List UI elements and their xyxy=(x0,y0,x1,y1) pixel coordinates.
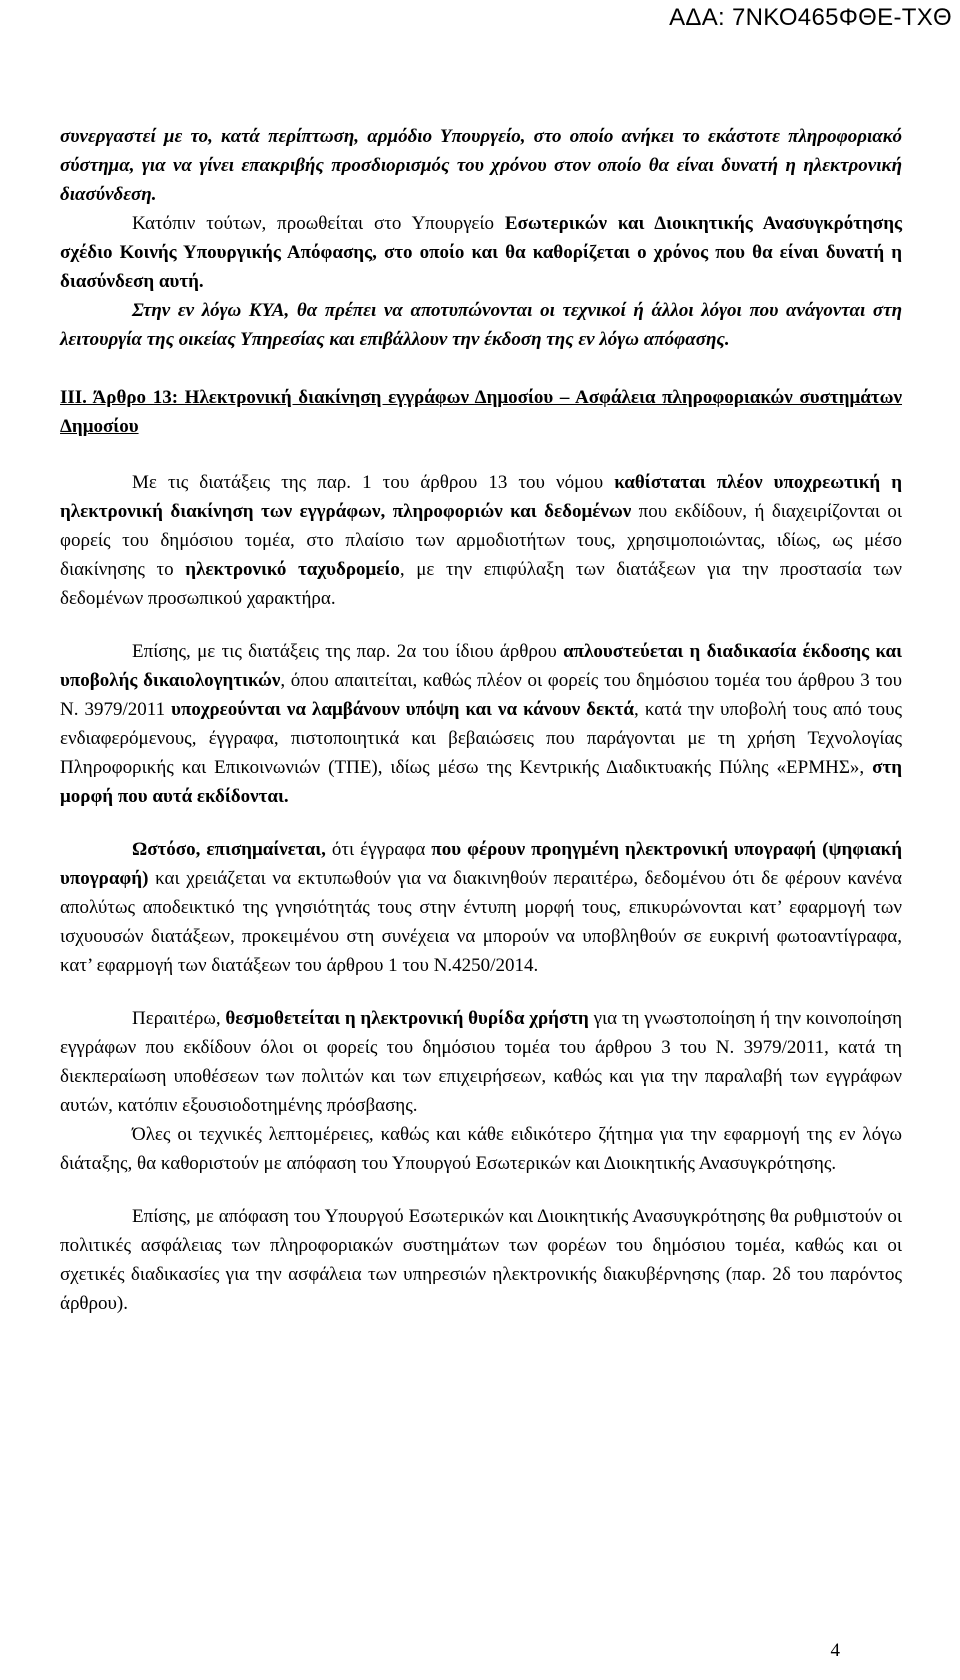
ada-code: ΑΔΑ: 7ΝΚΟ465ΦΘΕ-ΤΧΘ xyxy=(669,4,952,31)
paragraph-kya-reasons: Στην εν λόγω ΚΥΑ, θα πρέπει να αποτυπώνονται οι τεχνικοί ή άλλοι λόγοι που ανάγονται στη λειτουργία της οικείας Υπηρεσίας και επιβάλλουν την έκδοση της εν λόγω απόφασης. xyxy=(60,300,902,350)
paragraph-user-mailbox: Περαιτέρω, θεσμοθετείται η ηλεκτρονική θυρίδα χρήστη για τη γνωστοποίηση ή την κοινοποίηση εγγράφων που εκδίδουν όλοι οι φορείς του δημόσιου τομέα του άρθρου 3 του Ν. 3979/2011, κατά τη διεκπεραίωση υποθέσεων των πολιτών και των επιχειρήσεων, καθώς και για την παραλαβή των εγγράφων αυτών, κατόπιν εξουσιοδοτημένης πρόσβασης. xyxy=(60,1008,903,1116)
document-body xyxy=(60,122,902,1318)
paragraph-technical-details: Όλες οι τεχνικές λεπτομέρειες, καθώς και κάθε ειδικότερο ζήτημα για την εφαρμογή της εν λόγω διάταξης, θα καθοριστούν με απόφαση του Υπουργού Εσωτερικών και Διοικητικής Ανασυγκρότησης. xyxy=(60,1124,902,1174)
paragraph-continuation: συνεργαστεί με το, κατά περίπτωση, αρμόδιο Υπουργείο, στο οποίο ανήκει το εκάστοτε πληροφοριακό σύστημα, για να γίνει επακριβής προσδιορισμός του χρόνου στον οποίο θα είναι δυνατή η ηλεκτρονική διασύνδεση. xyxy=(60,126,902,205)
paragraph-electronic-circulation: Με τις διατάξεις της παρ. 1 του άρθρου 13 του νόμου καθίσταται πλέον υποχρεωτική η ηλεκτρονική διακίνηση των εγγράφων, πληροφοριών και δεδομένων που εκδίδουν, ή διαχειρίζονται οι φορείς του δημόσιου τομέα, στο πλαίσιο των αρμοδιοτήτων τους, χρησιμοποιώντας, ιδίως, ως μέσο διακίνησης το ηλεκτρονικό ταχυδρομείο, με την επιφύλαξη των διατάξεων για την προστασία των δεδομένων προσωπικού χαρακτήρα. xyxy=(60,472,903,609)
section-heading-article-13: ΙΙΙ. Άρθρο 13: Ηλεκτρονική διακίνηση εγγράφων Δημοσίου – Ασφάλεια πληροφοριακών συστημάτων Δημοσίου xyxy=(60,387,902,437)
paragraph-security-policies: Επίσης, με απόφαση του Υπουργού Εσωτερικών και Διοικητικής Ανασυγκρότησης θα ρυθμιστούν οι πολιτικές ασφάλειας των πληροφοριακών συστημάτων των φορέων του δημόσιου τομέα, καθώς και οι σχετικές διαδικασίες για την ασφάλεια των υπηρεσιών ηλεκτρονικής διακυβέρνησης (παρ. 2δ του παρόντος άρθρου). xyxy=(60,1206,902,1314)
paragraph-digital-signature: Ωστόσο, επισημαίνεται, ότι έγγραφα που φέρουν προηγμένη ηλεκτρονική υπογραφή (ψηφιακή υπογραφή) και χρειάζεται να εκτυπωθούν για να διακινηθούν περαιτέρω, δεδομένου ότι δε φέρουν κανένα απολύτως αποδεικτικό της γνησιότητάς τους στην έντυπη μορφή τους, επικυρώνονται κατ’ εφαρμογή των ισχυουσών διατάξεων, προκειμένου στη συνέχεια να μπορούν να υποβληθούν σε ευκρινή φωτοαντίγραφα, κατ’ εφαρμογή των διατάξεων του άρθρου 1 του Ν.4250/2014. xyxy=(60,839,902,976)
page-number: 4 xyxy=(830,1640,840,1661)
paragraph-draft-kya: Κατόπιν τούτων, προωθείται στο Υπουργείο Εσωτερικών και Διοικητικής Ανασυγκρότησης σχέδιο Κοινής Υπουργικής Απόφασης, στο οποίο και θα καθορίζεται ο χρόνος που θα είναι δυνατή η διασύνδεση αυτή. xyxy=(60,213,902,292)
paragraph-simplification: Επίσης, με τις διατάξεις της παρ. 2α του ίδιου άρθρου απλουστεύεται η διαδικασία έκδοσης και υποβολής δικαιολογητικών, όπου απαιτείται, καθώς πλέον οι φορείς του δημόσιου τομέα του άρθρου 3 του Ν. 3979/2011 υποχρεούνται να λαμβάνουν υπόψη και να κάνουν δεκτά, κατά την υποβολή τους από τους ενδιαφερόμενους, έγγραφα, πιστοποιητικά και βεβαιώσεις που παράγονται με τη χρήση Τεχνολογίας Πληροφορικής και Επικοινωνιών (ΤΠΕ), ιδίως μέσω της Κεντρικής Διαδικτυακής Πύλης «ΕΡΜΗΣ», στη μορφή που αυτά εκδίδονται. xyxy=(60,641,903,807)
